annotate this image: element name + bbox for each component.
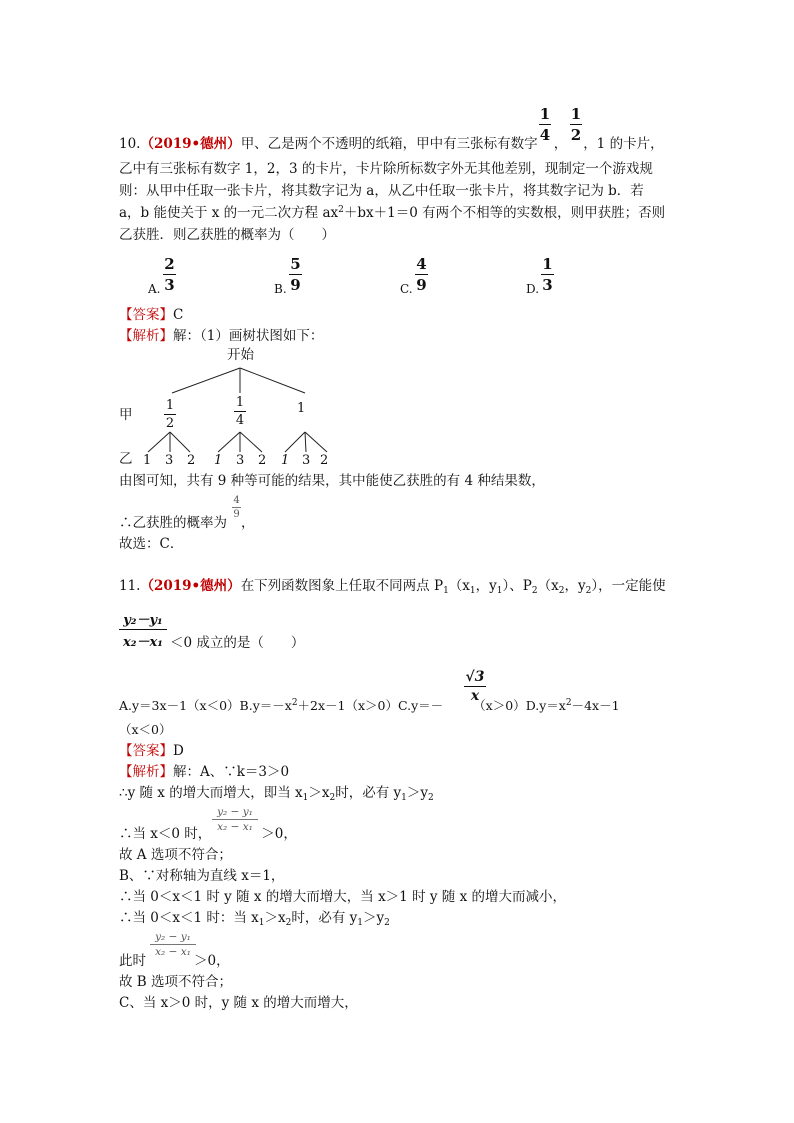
question-text: ＋bx＋1＝0 有两个不相等的实数根，则甲获胜；否则 [343, 205, 666, 221]
answer-value: D [173, 743, 184, 759]
tree-leaf: 2 [187, 453, 196, 468]
text: －4x－1 [571, 698, 620, 713]
tree-branch [172, 368, 240, 393]
text: ， [241, 515, 255, 531]
denominator: x₂－x₁ [123, 635, 163, 650]
numerator: y₂ − y₁ [217, 806, 253, 818]
denominator: 2 [165, 416, 175, 431]
subscript: 1 [302, 793, 309, 803]
question-text: a，b 能使关于 x 的一元二次方程 ax [119, 205, 339, 221]
numerator: 1 [539, 105, 551, 123]
tree-node-one-quarter [234, 395, 246, 428]
q10-line-2: 乙中有三张标有数字 1，2，3 的卡片，卡片除所标数字外无其他差别，现制定一个游戏规 [119, 161, 653, 177]
q11-condition-fraction [119, 609, 167, 650]
subscript: 1 [357, 918, 364, 928]
subscript: 2 [384, 918, 390, 928]
q11-line-1 [119, 577, 666, 597]
subscript: 2 [285, 918, 292, 928]
numerator: 1 [570, 105, 582, 123]
numerator: y₂－y₁ [123, 613, 163, 628]
text: ＞x [308, 785, 330, 801]
q11-option-b: B.y＝－x [239, 698, 292, 713]
denominator: 3 [164, 276, 175, 294]
denominator: 4 [235, 413, 245, 428]
tree-branch [240, 432, 262, 452]
tree-leaf: 3 [165, 453, 174, 468]
denominator: 9 [416, 276, 427, 294]
option-label: A. [148, 282, 161, 296]
tree-branch [240, 368, 305, 393]
q11-analysis-3 [119, 825, 297, 843]
q10-conclusion-2 [119, 514, 255, 532]
numerator: 4 [233, 495, 240, 506]
analysis-tag: 【解析】 [119, 328, 173, 344]
text: ∴y 随 x 的增大而增大，即当 x [119, 785, 303, 801]
question-text-tail: ，1 的卡片， [583, 136, 664, 152]
subscript: 2 [558, 586, 565, 596]
question-number: 10. [119, 136, 141, 152]
tree-branch [305, 432, 306, 452]
q11-analysis-9: 故 B 选项不符合； [119, 974, 233, 990]
superscript: 2 [565, 698, 572, 708]
numerator: 1 [235, 395, 245, 410]
q11-analysis-2 [119, 784, 434, 804]
tree-leaf: 1 [143, 453, 152, 468]
option-label: D. [526, 282, 540, 296]
q11-analysis-4: 故 A 选项不符合； [119, 847, 232, 863]
superscript: 2 [291, 698, 298, 708]
subscript: 2 [585, 586, 592, 596]
denominator: x₂ − x₁ [155, 946, 191, 958]
analysis-text: 解：A、∵k＝3＞0 [173, 764, 290, 780]
denominator: 4 [539, 126, 551, 144]
q11-analysis-8 [119, 952, 230, 970]
q11-analysis-7 [119, 909, 390, 929]
text: ，y [564, 578, 586, 594]
text: 此时 [119, 953, 146, 969]
denominator: 9 [290, 276, 301, 294]
tree-root: 开始 [227, 347, 254, 363]
q11-option-a: A.y＝3x－1（x＜0） [119, 698, 240, 713]
denominator: x₂ − x₁ [217, 821, 253, 833]
option-label: B. [274, 282, 287, 296]
subscript: 2 [531, 586, 538, 596]
q11-options-line [119, 697, 620, 717]
text: ），一定能使 [591, 578, 666, 594]
tree-leaf: 2 [258, 453, 267, 468]
tree-leaf: 2 [320, 453, 329, 468]
answer-tag: 【答案】 [119, 307, 173, 323]
text: ）、P [502, 578, 532, 594]
subscript: 2 [428, 793, 434, 803]
numerator: 4 [416, 255, 427, 273]
denominator: 3 [542, 276, 553, 294]
text: ＞y [406, 785, 428, 801]
question-text: 甲、乙是两个不透明的纸箱，甲中有三张标有数字 [240, 136, 538, 152]
text: ＞0， [194, 953, 230, 969]
text: （x [537, 578, 559, 594]
text: ，y [475, 578, 497, 594]
question-source: （2019•德州） [140, 578, 241, 594]
q11-analysis-1 [119, 763, 289, 781]
analysis-text: 解：（1）画树状图如下： [173, 328, 324, 344]
tree-row-label-jia: 甲 [119, 407, 133, 423]
text: 在下列函数图象上任取不同两点 P [240, 578, 444, 594]
q11-analysis-6: ∴当 0＜x＜1 时 y 随 x 的增大而增大，当 x＞1 时 y 随 x 的增大而减小， [119, 889, 566, 905]
numerator: 5 [290, 255, 301, 273]
q11-answer [119, 742, 184, 760]
subscript: 1 [496, 586, 503, 596]
question-source: （2019•德州） [140, 136, 241, 152]
answer-tag: 【答案】 [119, 743, 173, 759]
question-number: 11. [119, 578, 141, 594]
text: ＞x [264, 910, 286, 926]
subscript: 1 [443, 586, 449, 596]
tree-branch [285, 432, 305, 452]
subscript: 2 [329, 793, 336, 803]
q11-option-d: D.y＝x [525, 698, 566, 713]
numerator: 2 [164, 255, 175, 273]
q11-option-d-domain: （x＜0） [119, 722, 172, 737]
denominator: 9 [233, 509, 240, 520]
tree-leaf: 3 [236, 453, 245, 468]
tree-leaf: 1 [214, 453, 223, 468]
text: （x [448, 578, 470, 594]
tree-row-label-yi: 乙 [119, 451, 133, 467]
numerator: √3 [465, 669, 485, 685]
tree-node-one-half [164, 398, 176, 431]
q11-analysis-10: C、当 x＞0 时，y 随 x 的增大而增大， [119, 995, 358, 1011]
subscript: 1 [469, 586, 476, 596]
tree-leaf: 3 [302, 453, 311, 468]
text: ∴当 0＜x＜1 时：当 x [119, 910, 259, 926]
numerator: 1 [542, 255, 553, 273]
analysis-tag: 【解析】 [119, 764, 173, 780]
text: ＞y [363, 910, 385, 926]
denominator: x [470, 688, 480, 704]
tree-node-one: 1 [297, 401, 306, 416]
text: ∴当 x＜0 时， [119, 826, 212, 842]
q11-option-c: C.y＝－ [398, 698, 444, 713]
tree-branch [170, 432, 190, 452]
subscript: 1 [258, 918, 265, 928]
q11-condition-text: ＜0 成立的是（ ） [170, 635, 305, 651]
q11-analysis-5: B、∵对称轴为直线 x＝1， [119, 868, 285, 884]
separator: ， [553, 136, 568, 152]
superscript: 2 [338, 205, 344, 215]
text: （x＞0） [473, 698, 526, 713]
text: ＞0， [261, 826, 297, 842]
numerator: 1 [165, 398, 175, 413]
text: ＋2x－1（x＞0） [297, 698, 399, 713]
q10-conclusion-1: 由图可知，共有 9 种等可能的结果，其中能使乙获胜的有 4 种结果数， [119, 473, 545, 489]
q10-choose: 故选：C． [119, 536, 184, 552]
denominator: 2 [570, 126, 582, 144]
tree-branch [148, 432, 170, 452]
q10-line-3: 则：从甲中任取一张卡片，将其数字记为 a，从乙中任取一张卡片，将其数字记为 b．若 [119, 183, 644, 199]
option-label: C. [400, 282, 413, 296]
text: 时，必有 y [335, 785, 402, 801]
text: 时，必有 y [291, 910, 358, 926]
numerator: y₂ − y₁ [155, 931, 191, 943]
subscript: 1 [401, 793, 407, 803]
answer-value: C [173, 307, 184, 323]
q10-line-5: 乙获胜．则乙获胜的概率为（ ） [119, 227, 335, 243]
tree-branch [218, 432, 240, 452]
text: ∴乙获胜的概率为 [119, 515, 227, 531]
tree-leaf: 1 [281, 453, 290, 468]
tree-branch [305, 432, 327, 452]
